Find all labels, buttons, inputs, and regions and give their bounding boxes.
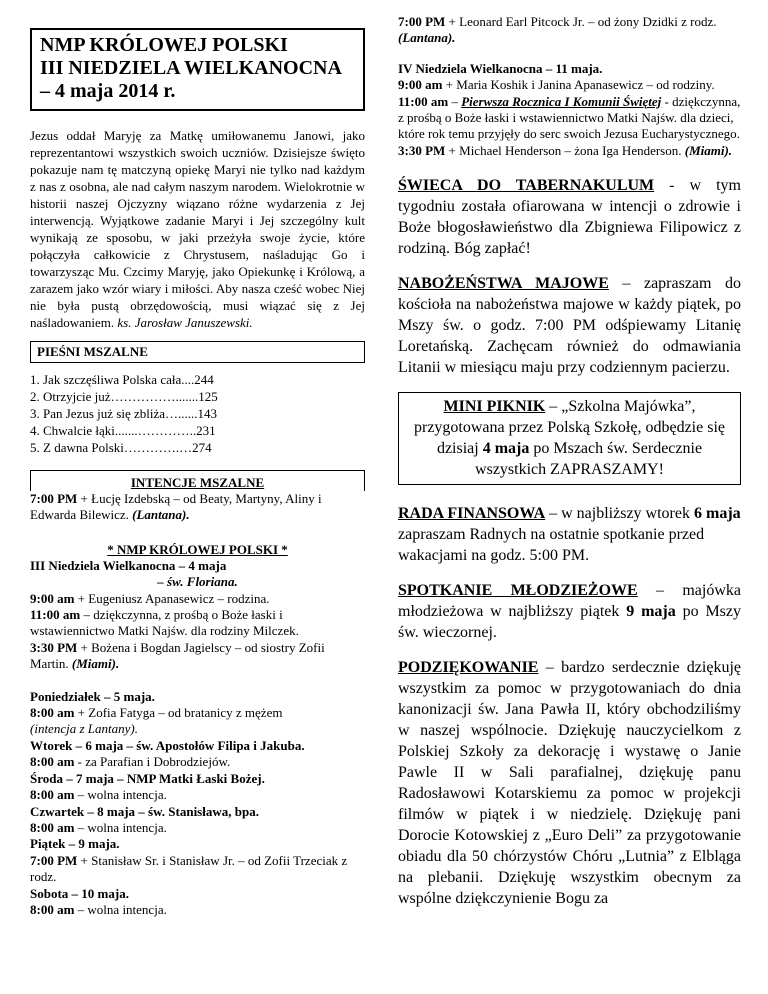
- songs-list: [30, 371, 365, 456]
- intention-entry: 8:00 am + Zofia Fatyga – od bratanicy z mężem (intencja z Lantany).: [30, 705, 283, 737]
- sunday-saint: – św. Floriana.: [157, 574, 238, 590]
- intention-entry: 7:00 PM + Leonard Earl Pitcock Jr. – od żony Dzidki z rodz. (Lantana).: [398, 14, 717, 46]
- intention-entry: 8:00 am - za Parafian i Dobrodziejów.: [30, 754, 231, 770]
- intention-entry: 11:00 am – Pierwsza Rocznica I Komunii Świętej - dziękczynna, z prośbą o Boże łaski i wstawiennictwo Matki Najśw. dla dzieci, które rok temu przyjęły do serc swoich Jezusa Eucharystycznego.: [398, 93, 741, 142]
- bulletin-title: [30, 28, 365, 111]
- intention-entry: 3:30 PM + Bożena i Bogdan Jagielscy – od siostry Zofii Martin. (Miami).: [30, 639, 325, 672]
- left-column: [30, 14, 365, 918]
- may-devotions-announcement: NABOŻEŃSTWA MAJOWE – zapraszam do kościoła na nabożeństwa majowe w każdy piątek, po Mszy św. o godz. 7:00 PM odśpiewamy Litanię Loretańską. Zachęcam również do odmawiania Litanii w miesiącu maju przy codziennym pacierzu.: [398, 275, 741, 377]
- day-heading: Czwartek – 8 maja – św. Stanisława, bpa.: [30, 803, 259, 819]
- section-title: * NMP KRÓLOWEJ POLSKI *: [107, 541, 288, 557]
- song-item: 5. Z dawna Polski………….…274: [30, 440, 212, 455]
- song-item: 4. Chwalcie łąki.......…………..231: [30, 423, 216, 438]
- intention-entry: 8:00 am – wolna intencja.: [30, 819, 167, 835]
- intention-entry: 9:00 am + Maria Koshik i Janina Apanasewicz – od rodziny.: [398, 77, 715, 93]
- intention-entry: 3:30 PM + Michael Henderson – żona Iga Henderson. (Miami).: [398, 142, 733, 158]
- sunday-heading: III Niedziela Wielkanocna – 4 maja: [30, 557, 227, 573]
- intention-entry: 7:00 PM + Łucję Izdebską – od Beaty, Martyny, Aliny i Edwarda Bilewicz. (Lantana).: [30, 491, 322, 523]
- finance-announcement: RADA FINANSOWA – w najbliższy wtorek 6 maja zapraszam Radnych na ostatnie spotkanie przed wakacjami na godz. 5:00 PM.: [398, 505, 741, 565]
- intention-entry: 11:00 am – dziękczynna, z prośbą o Boże łaski i wstawiennictwo Matki Najśw. dla rodziny Milczek.: [30, 607, 299, 639]
- day-heading: Sobota – 10 maja.: [30, 885, 129, 901]
- day-heading: Poniedziałek – 5 maja.: [30, 688, 155, 704]
- thanks-announcement: PODZIĘKOWANIE – bardzo serdecznie dziękuję wszystkim za pomoc w przygotowaniach do dnia kanonizacji św. Jana Pawła II, który obchodziliśmy w naszej wspólnocie. Dziękuję nauczycielkom z Polskiej Szkoły za dekorację i wystawę o Janie Pawle II w Sali parafialnej, dziękuję panu Radosławowi Kotarskiemu za pomoc w projekcji filmów w piątek i w niedzielę. Dziękuję pani Dorocie Kotowskiej z „Euro Deli” za przygotowanie obiadu dla 50 chórzystów Chóru „Lutnia” z Elbląga na plebanii. Dziękuję wszystkim obecnym za wspólne dziękczynienie Bogu za: [398, 659, 741, 908]
- songs-header: PIEŚNI MSZALNE: [37, 344, 148, 359]
- intention-entry: 8:00 am – wolna intencja.: [30, 901, 167, 917]
- intention-entry: 9:00 am + Eugeniusz Apanasewicz – rodzina.: [30, 590, 270, 606]
- intention-entry: 8:00 am – wolna intencja.: [30, 787, 167, 803]
- intention-entry: 7:00 PM + Stanisław Sr. i Stanisław Jr. – od Zofii Trzeciak z rodz.: [30, 852, 348, 885]
- title-line-1: NMP KRÓLOWEJ POLSKI: [40, 34, 288, 56]
- day-heading: IV Niedziela Wielkanocna – 11 maja.: [398, 60, 603, 76]
- title-line-3: – 4 maja 2014 r.: [40, 80, 176, 102]
- candle-announcement: ŚWIECA DO TABERNAKULUM - w tym tygodniu została ofiarowana w intencji o zdrowie i Boże błogosławieństwo dla Zbigniewa Filipowicz z rodziną. Bóg zapłać!: [398, 177, 741, 258]
- song-item: 3. Pan Jezus już się zbliża…......143: [30, 406, 218, 421]
- picnic-announcement-box: MINI PIKNIK – „Szkolna Majówka”, przygotowana przez Polską Szkołę, odbędzie się dzisiaj 4 maja po Mszach św. Serdecznie wszystkich ZAPRASZAMY!: [398, 392, 741, 485]
- intentions-header: INTENCJE MSZALNE: [30, 470, 365, 491]
- intro-author: ks. Jarosław Januszewski.: [117, 315, 253, 330]
- song-item: 1. Jak szczęśliwa Polska cała....244: [30, 372, 214, 387]
- songs-header-box: [30, 341, 365, 363]
- right-column: [398, 14, 741, 909]
- youth-announcement: SPOTKANIE MŁODZIEŻOWE – majówka młodzieżowa w najbliższy piątek 9 maja po Mszy św. wieczornej.: [398, 582, 742, 642]
- day-heading: Piątek – 9 maja.: [30, 836, 120, 852]
- day-heading: Środa – 7 maja – NMP Matki Łaski Bożej.: [30, 770, 265, 786]
- day-heading: Wtorek – 6 maja – św. Apostołów Filipa i Jakuba.: [30, 737, 305, 753]
- song-item: 2. Otrzyjcie już…………….......125: [30, 389, 218, 404]
- title-line-2: III NIEDZIELA WIELKANOCNA: [40, 57, 342, 79]
- intro-paragraph: Jezus oddał Maryję za Matkę umiłowanemu Janowi, jako reprezentantowi wszystkich swoich uczniów. Dzisiejsze święto pokazuje nam tę matczyną opiekę Maryi nie tylko nad każdym z nas z osobna, ale nad całym naszym narodem. Wielokrotnie w historii naszej Ojczyzny wiązano różne wydarzenia z Jej interwencją. Wyjątkowe zadanie Maryi i Jej szczególny kult wynikają ze sposobu, w jaki przeżyła swoje życie, które połączyła całkowicie z Chrystusem, naśladując Go i towarzysząc Mu. Czcimy Maryję, jako Opiekunkę i Królową, a zarazem jako wzór wiary i miłości. Aby nasza cześć wobec Niej nie była pustą obrzędowością, musi wiązać się z Jej naśladowaniem. ks. Jarosław Januszewski.: [30, 128, 365, 330]
